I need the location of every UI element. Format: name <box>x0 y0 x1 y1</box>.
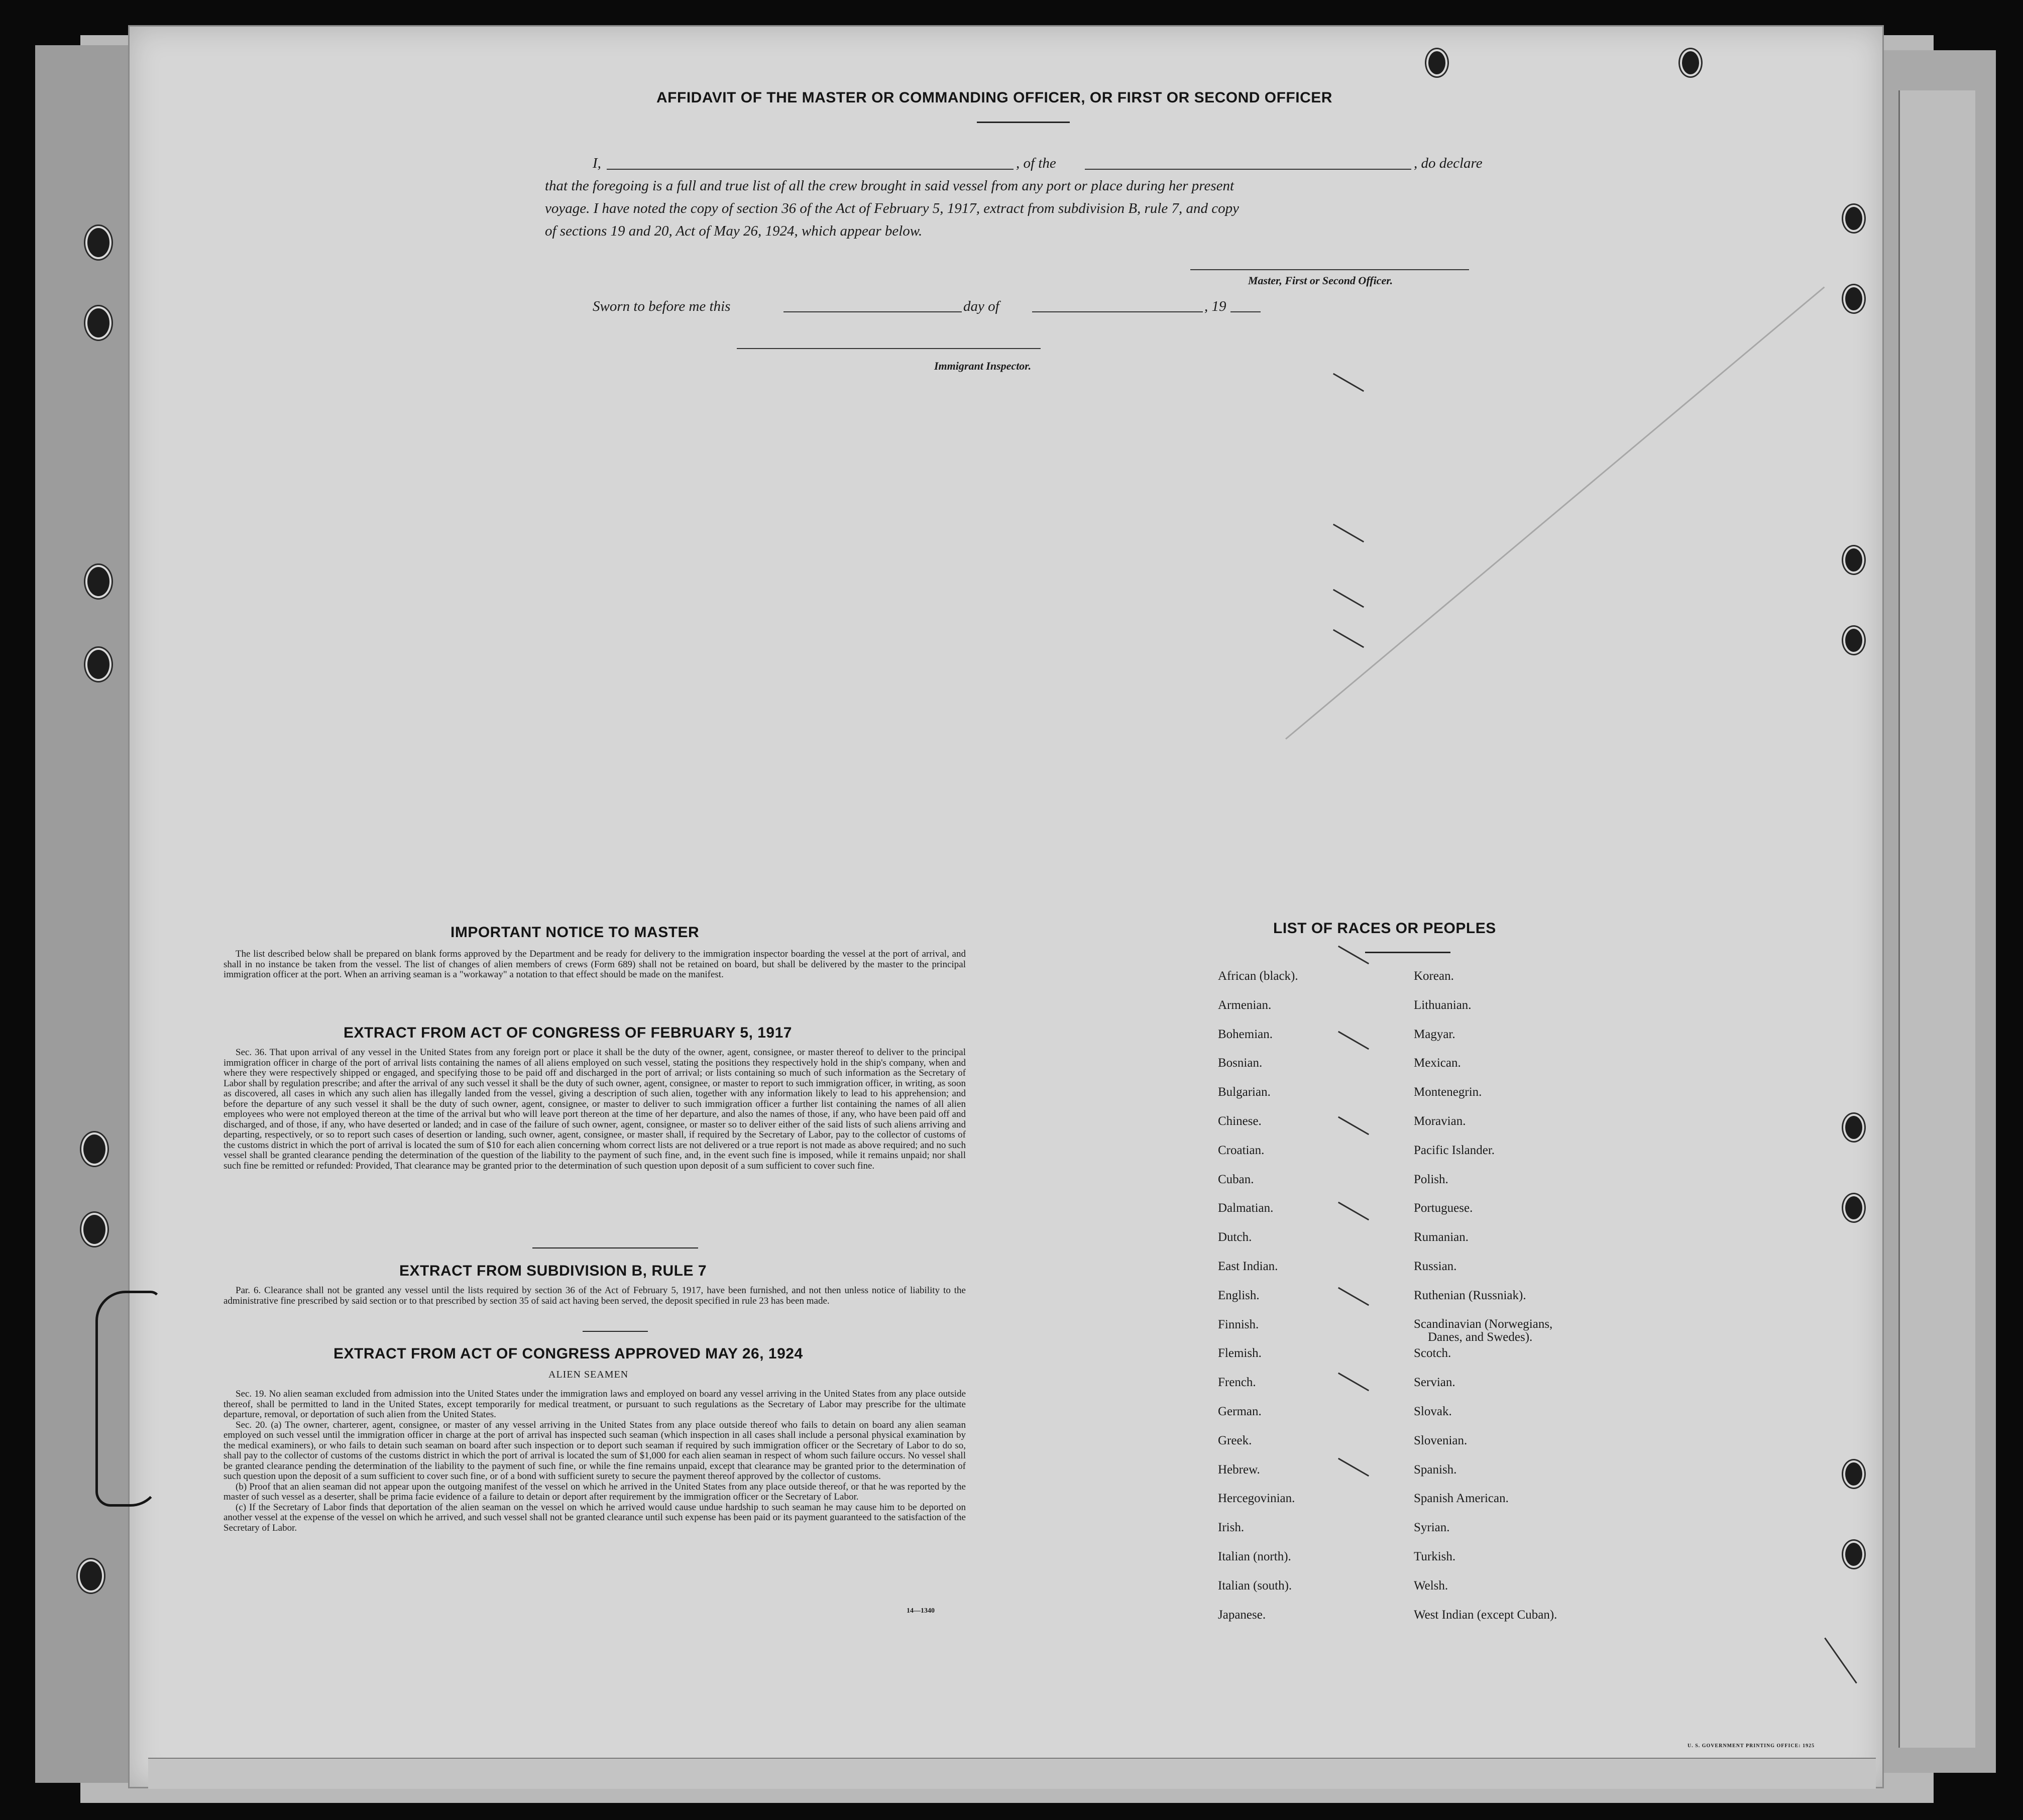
race-item: Dutch. <box>1218 1230 1252 1244</box>
race-item: Finnish. <box>1218 1317 1259 1331</box>
race-item: Cuban. <box>1218 1172 1254 1186</box>
race-item: Korean. <box>1414 969 1454 983</box>
race-item: Croatian. <box>1218 1143 1265 1157</box>
extract-rule7-body <box>223 1286 966 1306</box>
alien-seamen-subtitle: ALIEN SEAMEN <box>548 1369 629 1380</box>
sworn-day-line[interactable] <box>783 311 962 312</box>
race-item: African (black). <box>1218 969 1298 983</box>
race-item: Greek. <box>1218 1433 1252 1447</box>
sec20a-paragraph: Sec. 20. (a) The owner, charterer, agent, consignee, or master of any vessel arriving in the United States from any place outside thereof who fails to detain on board any alien seaman employed on such vessel until the immigration officer in charge at the port of arrival has inspected such seaman (which inspection in all cases shall include a personal physical examination by the medical examiners), or who fails to detain such seaman on board after such inspection or to deport such seaman if required by such immigration officer or the Secretary of Labor to do so, shall pay to the collector of customs of the customs district in which the port of arrival is located the sum of $1,000 for each alien seaman in respect of whom such failure occurs. No vessel shall be granted clearance pending the determination of the liability to the payment of such fine, or while the fine remains unpaid, except that clearance may be granted prior to the determination of such question upon the deposit of a sum sufficient to cover such fine, or of a bond with sufficient surety to secure the payment thereof approved by the collector of customs. <box>223 1419 966 1482</box>
affidavit-line-4: of sections 19 and 20, Act of May 26, 1924, which appear below. <box>545 223 923 239</box>
race-item: Dalmatian. <box>1218 1201 1274 1215</box>
punch-hole <box>1426 49 1447 76</box>
punch-hole <box>1843 1460 1864 1488</box>
punch-hole <box>1843 285 1864 312</box>
race-item: Syrian. <box>1414 1521 1450 1535</box>
race-item: French. <box>1218 1376 1256 1390</box>
race-item: Italian (south). <box>1218 1578 1292 1592</box>
races-title: LIST OF RACES OR PEOPLES <box>1273 920 1496 937</box>
binding-string <box>95 1291 161 1507</box>
sec36-paragraph: Sec. 36. That upon arrival of any vessel in the United States from any foreign port or place it shall be the duty of the owner, agent, consignee, or master thereof to deliver to the principal immigration officer in charge of the port of arrival lists containing the names of all aliens employed on such vessel, stating the positions they respectively hold in the ship's company, when and where they were respectively shipped or engaged, and specifying those to be paid off and discharged in the port of arrival; or lists containing so much of such information as the Secretary of Labor shall by regulation prescribe; and after the arrival of any such vessel it shall be the duty of such owner, agent, consignee, or master to report to such immigration officer, in writing, as soon as discovered, all cases in which any such alien has illegally landed from the vessel, giving a description of such alien, together with any information likely to lead to his apprehension; and before the departure of any such vessel it shall be the duty of such owner, agent, consignee, or master to deliver to such immigration officer a further list containing the names of all alien employees who were not employed thereon at the time of the arrival but who will leave port thereon at the time of her departure, and also the names of those, if any, who have been paid off and discharged, and of those, if any, who have deserted or landed; and in case of the failure of such owner, agent, consignee, or master so to deliver either of the said lists of such aliens arriving and departing, respectively, or so to report such cases of desertion or landing, such owner, agent, consignee, or master shall, if required by the Secretary of Labor, pay to the collector of customs of the customs district in which the port of arrival is located the sum of $10 for each alien concerning whom correct lists are not delivered or a true report is not made as above required; and no such vessel shall be granted clearance pending the determination of the question of the liability to the payment of such fine, and, in the event such fine is imposed, while it remains unpaid; nor shall such fine be remitted or refunded: Provided, That clearance may be granted prior to the determination of such question upon deposit of a sum sufficient to cover such fine. <box>223 1047 966 1171</box>
punch-hole <box>1843 1194 1864 1221</box>
inspector-signature-line[interactable] <box>737 348 1041 349</box>
race-item: Flemish. <box>1218 1346 1262 1360</box>
notice-body <box>223 949 966 980</box>
sworn-year-line[interactable] <box>1230 311 1261 312</box>
affidavit-line-2: that the foregoing is a full and true list of all the crew brought in said vessel from any port or place during her present <box>545 178 1234 194</box>
race-item: Rumanian. <box>1414 1230 1469 1244</box>
race-item: Bosnian. <box>1218 1056 1263 1070</box>
section-rule <box>532 1247 698 1248</box>
vessel-name-line[interactable] <box>1085 169 1411 170</box>
affidavit-title: AFFIDAVIT OF THE MASTER OR COMMANDING OFFICER, OR FIRST OR SECOND OFFICER <box>656 89 1332 106</box>
section-rule <box>583 1331 648 1332</box>
race-item: Portuguese. <box>1414 1201 1473 1215</box>
affidavit-do-declare: , do declare <box>1414 155 1483 171</box>
race-item: Lithuanian. <box>1414 998 1472 1012</box>
race-item: Slovak. <box>1414 1405 1452 1418</box>
punch-hole <box>85 226 111 259</box>
race-item: Irish. <box>1218 1521 1245 1535</box>
extract-1917-title: EXTRACT FROM ACT OF CONGRESS OF FEBRUARY 5, 1917 <box>344 1025 792 1041</box>
race-item: Armenian. <box>1218 998 1272 1012</box>
punch-hole <box>1843 205 1864 232</box>
punch-hole <box>1843 546 1864 574</box>
extract-1924-title: EXTRACT FROM ACT OF CONGRESS APPROVED MAY 26, 1924 <box>333 1345 803 1362</box>
race-item: Montenegrin. <box>1414 1085 1482 1099</box>
punch-hole <box>1680 49 1701 76</box>
sec20b-paragraph: (b) Proof that an alien seaman did not appear upon the outgoing manifest of the vessel on which he arrived in the United States from any place outside thereof, or that he was reported by the master of such vessel as a deserter, shall be prima facie evidence of a failure to detain or deport after requirement by the immigration officer or the Secretary of Labor. <box>223 1481 966 1502</box>
inspector-caption: Immigrant Inspector. <box>934 360 1032 372</box>
title-rule <box>977 122 1070 123</box>
punch-hole <box>78 1559 104 1592</box>
underlying-page-edge-2 <box>1898 90 1975 1748</box>
extract-1924-body <box>223 1389 966 1533</box>
race-item: Bulgarian. <box>1218 1085 1271 1099</box>
race-item: Bohemian. <box>1218 1027 1273 1041</box>
form-number: 14—1340 <box>907 1607 935 1615</box>
race-item: Moravian. <box>1414 1114 1466 1128</box>
declarant-name-line[interactable] <box>607 169 1014 170</box>
race-item: Chinese. <box>1218 1114 1262 1128</box>
race-item: Hebrew. <box>1218 1462 1260 1476</box>
race-item: Hercegovinian. <box>1218 1492 1295 1506</box>
rule7-paragraph: Par. 6. Clearance shall not be granted any vessel until the lists required by section 36 of the Act of February 5, 1917, have been furnished, and not then unless notice of liability to the administrative fine prescribed by said section or to that prescribed by section 35 of said act having been served, the deposit specified in rule 23 has been made. <box>223 1285 966 1306</box>
race-item: Scotch. <box>1414 1346 1451 1360</box>
sec19-paragraph: Sec. 19. No alien seaman excluded from admission into the United States under the immigration laws and employed on board any vessel arriving in the United States from any place outside thereof, shall be permitted to land in the United States, except temporarily for medical treatment, or pursuant to such regulations as the Secretary of Labor may prescribe for the ultimate departure, removal, or deportation of such alien from the United States. <box>223 1389 966 1420</box>
punch-hole <box>1843 1541 1864 1568</box>
sworn-month-line[interactable] <box>1032 311 1203 312</box>
affidavit-line-3: voyage. I have noted the copy of section 36 of the Act of February 5, 1917, extract from subdivision B, rule 7, and copy <box>545 200 1240 216</box>
punch-hole <box>85 565 111 598</box>
race-item: Russian. <box>1414 1260 1457 1273</box>
race-item: Spanish. <box>1414 1462 1457 1476</box>
affidavit-of-the: , of the <box>1016 155 1056 171</box>
race-item: Turkish. <box>1414 1550 1456 1563</box>
race-item: Scandinavian (Norwegians, Danes, and Swedes). <box>1414 1317 1553 1344</box>
race-item: West Indian (except Cuban). <box>1414 1608 1557 1622</box>
race-item: Japanese. <box>1218 1608 1266 1622</box>
sworn-day-of: day of <box>963 298 999 314</box>
races-title-rule <box>1365 952 1450 953</box>
notice-paragraph: The list described below shall be prepared on blank forms approved by the Department and be ready for delivery to the immigration inspector boarding the vessel at the port of arrival, and shall in no instance be taken from the vessel. The list of changes of alien members of crews (Form 689) shall not be retained on board, but shall be delivered by the master to the principal immigration officer at the port. When an arriving seaman is a "workaway" a notation to that effect should be made on the manifest. <box>223 949 966 980</box>
race-item: Magyar. <box>1414 1027 1455 1041</box>
punch-hole <box>81 1132 107 1166</box>
race-item: German. <box>1218 1405 1262 1418</box>
punch-hole <box>85 648 111 681</box>
sworn-prefix: Sworn to before me this <box>593 298 731 314</box>
race-item: Spanish American. <box>1414 1492 1509 1506</box>
race-item: East Indian. <box>1218 1260 1278 1273</box>
race-item: Welsh. <box>1414 1578 1448 1592</box>
printer-imprint: U. S. GOVERNMENT PRINTING OFFICE: 1925 <box>1688 1743 1815 1749</box>
race-item: Pacific Islander. <box>1414 1143 1495 1157</box>
race-item: Mexican. <box>1414 1056 1461 1070</box>
race-item: Servian. <box>1414 1376 1455 1390</box>
punch-hole <box>81 1213 107 1246</box>
race-item: Polish. <box>1414 1172 1448 1186</box>
extract-rule7-title: EXTRACT FROM SUBDIVISION B, RULE 7 <box>399 1263 707 1279</box>
affidavit-i-label: I, <box>593 155 601 171</box>
notice-title: IMPORTANT NOTICE TO MASTER <box>451 924 700 941</box>
sec20c-paragraph: (c) If the Secretary of Labor finds that deportation of the alien seaman on the vessel on which he arrived would cause undue hardship to such seaman he may cause him to be deported on another vessel at the expense of the vessel on which he arrived, and such vessel shall not be granted clearance until such expense has been paid or its payment guaranteed to the satisfaction of the Secretary of Labor. <box>223 1502 966 1533</box>
sworn-year-prefix: , 19 <box>1204 298 1226 314</box>
master-signature-line[interactable] <box>1190 269 1469 270</box>
race-item: Ruthenian (Russniak). <box>1414 1288 1526 1302</box>
sheet-bottom-edge <box>148 1758 1876 1789</box>
race-item: Slovenian. <box>1414 1433 1468 1447</box>
extract-1917-body <box>223 1048 966 1171</box>
punch-hole <box>1843 1114 1864 1141</box>
punch-hole <box>1843 627 1864 654</box>
race-item: English. <box>1218 1288 1260 1302</box>
punch-hole <box>85 306 111 339</box>
master-signature-caption: Master, First or Second Officer. <box>1248 274 1393 287</box>
race-item: Italian (north). <box>1218 1550 1291 1563</box>
